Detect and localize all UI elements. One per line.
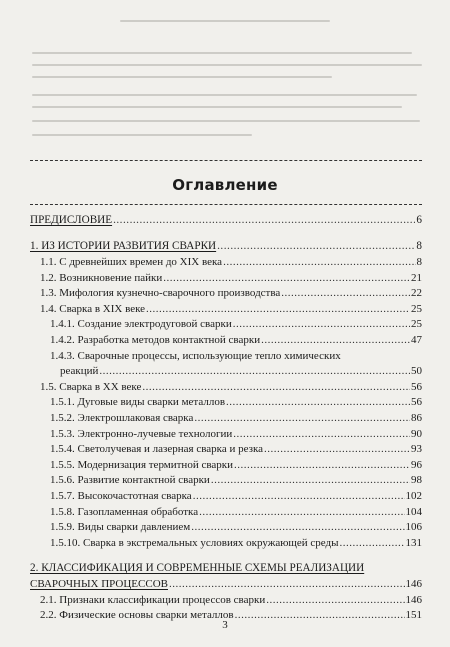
- toc-entry-page: 106: [405, 521, 422, 534]
- toc-dot-leader: [191, 520, 404, 536]
- toc-entry-page: 102: [405, 489, 422, 502]
- toc-entry-title: 1.4.1. Создание электродуговой сварки: [50, 318, 232, 331]
- toc-entry[interactable]: [30, 302, 422, 318]
- page-title: Оглавление: [172, 176, 278, 194]
- toc-entry[interactable]: [30, 212, 422, 229]
- toc-dot-leader: [163, 271, 410, 287]
- toc-dot-leader: [223, 255, 415, 271]
- toc-entry-page: 90: [411, 427, 422, 440]
- toc-entry-page: 25: [411, 318, 422, 331]
- toc-entry[interactable]: [30, 427, 422, 443]
- toc-dot-leader: [194, 411, 410, 427]
- toc-entry[interactable]: [30, 489, 422, 505]
- title-dashed-divider: [30, 204, 422, 205]
- toc-entry-title: 1.5.10. Сварка в экстремальных условиях окружающей среды: [50, 536, 339, 549]
- table-of-contents: [30, 212, 422, 624]
- toc-dot-leader: [217, 238, 415, 255]
- toc-entry-page: 96: [411, 458, 422, 471]
- toc-entry-page: 104: [405, 505, 422, 518]
- toc-dot-leader: [266, 593, 404, 609]
- toc-entry-page: 25: [411, 302, 422, 315]
- toc-dot-leader: [226, 395, 410, 411]
- toc-entry-title: реакций: [60, 365, 99, 378]
- toc-entry-title: СВАРОЧНЫХ ПРОЦЕССОВ: [30, 578, 168, 591]
- toc-entry-page: 146: [405, 578, 422, 591]
- page-number: 3: [222, 619, 228, 631]
- toc-entry[interactable]: [30, 395, 422, 411]
- toc-entry-title: 1.5.4. Светолучевая и лазерная сварка и резка: [50, 443, 264, 456]
- toc-entry[interactable]: [30, 458, 422, 474]
- toc-entry-title: 1.5.5. Модернизация термитной сварки: [50, 458, 233, 471]
- toc-dot-leader: [169, 577, 405, 593]
- toc-dot-leader: [99, 364, 410, 380]
- top-dashed-divider: [30, 160, 422, 161]
- toc-entry[interactable]: [30, 520, 422, 536]
- toc-entry-title: 1.4. Сварка в XIX веке: [40, 302, 146, 315]
- toc-entry-title: 1.5.3. Электронно-лучевые технологии: [50, 427, 233, 440]
- toc-entry-page: 56: [411, 396, 422, 409]
- toc-entry-title: 1.5. Сварка в XX веке: [40, 380, 142, 393]
- toc-entry[interactable]: [30, 442, 422, 458]
- toc-entry-title: 1.5.9. Виды сварки давлением: [50, 521, 191, 534]
- toc-entry[interactable]: [30, 380, 422, 396]
- toc-dot-leader: [142, 380, 410, 396]
- toc-entry-page: 151: [405, 609, 422, 622]
- toc-entry-title: 1.5.2. Электрошлаковая сварка: [50, 411, 194, 424]
- toc-entry[interactable]: [30, 411, 422, 427]
- toc-entry-page: 22: [411, 287, 422, 300]
- toc-entry-page: 93: [411, 443, 422, 456]
- toc-entry[interactable]: [30, 560, 422, 577]
- toc-dot-leader: [281, 286, 410, 302]
- toc-dot-leader: [146, 302, 410, 318]
- toc-dot-leader: [113, 212, 415, 229]
- toc-entry-page: 6: [416, 214, 422, 226]
- toc-entry-title: 2.2. Физические основы сварки металлов: [40, 609, 234, 622]
- toc-entry-page: 50: [411, 365, 422, 378]
- toc-entry-page: 86: [411, 411, 422, 424]
- toc-entry[interactable]: [30, 364, 422, 380]
- toc-entry-title: 1. ИЗ ИСТОРИИ РАЗВИТИЯ СВАРКИ: [30, 240, 217, 252]
- toc-entry[interactable]: [30, 473, 422, 489]
- toc-entry-title: 1.3. Мифология кузнечно-сварочного производства: [40, 287, 281, 300]
- toc-entry-page: 131: [405, 536, 422, 549]
- toc-entry-title: 1.5.8. Газопламенная обработка: [50, 505, 199, 518]
- toc-dot-leader: [193, 489, 405, 505]
- toc-entry-page: 47: [411, 333, 422, 346]
- toc-dot-leader: [233, 317, 410, 333]
- toc-entry-title: 2. КЛАССИФИКАЦИЯ И СОВРЕМЕННЫЕ СХЕМЫ РЕАЛИЗАЦИИ: [30, 562, 365, 575]
- toc-dot-leader: [264, 442, 410, 458]
- toc-dot-leader: [234, 458, 410, 474]
- toc-entry-page: 8: [416, 256, 422, 268]
- toc-entry-title: 1.4.3. Сварочные процессы, использующие тепло химических: [50, 349, 341, 362]
- toc-entry[interactable]: [30, 349, 422, 365]
- toc-entry[interactable]: [30, 593, 422, 609]
- toc-entry-page: 8: [416, 240, 422, 252]
- toc-entry-title: ПРЕДИСЛОВИЕ: [30, 214, 113, 226]
- toc-dot-leader: [261, 333, 410, 349]
- toc-entry-title: 1.2. Возникновение пайки: [40, 271, 163, 284]
- toc-entry-page: 56: [411, 380, 422, 393]
- toc-entry-title: 2.1. Признаки классификации процессов сварки: [40, 593, 266, 606]
- toc-entry-page: 146: [405, 593, 422, 606]
- toc-entry[interactable]: [30, 255, 422, 271]
- toc-entry[interactable]: [30, 333, 422, 349]
- toc-entry[interactable]: [30, 271, 422, 287]
- toc-entry-title: 1.5.6. Развитие контактной сварки: [50, 474, 210, 487]
- toc-entry-page: 98: [411, 474, 422, 487]
- toc-entry[interactable]: [30, 577, 422, 593]
- toc-dot-leader: [211, 473, 410, 489]
- toc-entry[interactable]: [30, 286, 422, 302]
- toc-dot-leader: [199, 505, 404, 521]
- toc-entry-title: 1.5.1. Дуговые виды сварки металлов: [50, 396, 226, 409]
- toc-dot-leader: [233, 427, 410, 443]
- toc-entry-title: 1.5.7. Высокочастотная сварка: [50, 489, 192, 502]
- bleed-through-text: [0, 0, 450, 150]
- toc-entry[interactable]: [30, 317, 422, 333]
- toc-entry-page: 21: [411, 271, 422, 284]
- toc-entry[interactable]: [30, 505, 422, 521]
- toc-entry-title: 1.4.2. Разработка методов контактной сварки: [50, 333, 261, 346]
- toc-entry-title: 1.1. С древнейших времен до XIX века: [40, 256, 223, 268]
- toc-entry[interactable]: [30, 238, 422, 255]
- toc-entry[interactable]: [30, 536, 422, 552]
- toc-dot-leader: [340, 536, 405, 552]
